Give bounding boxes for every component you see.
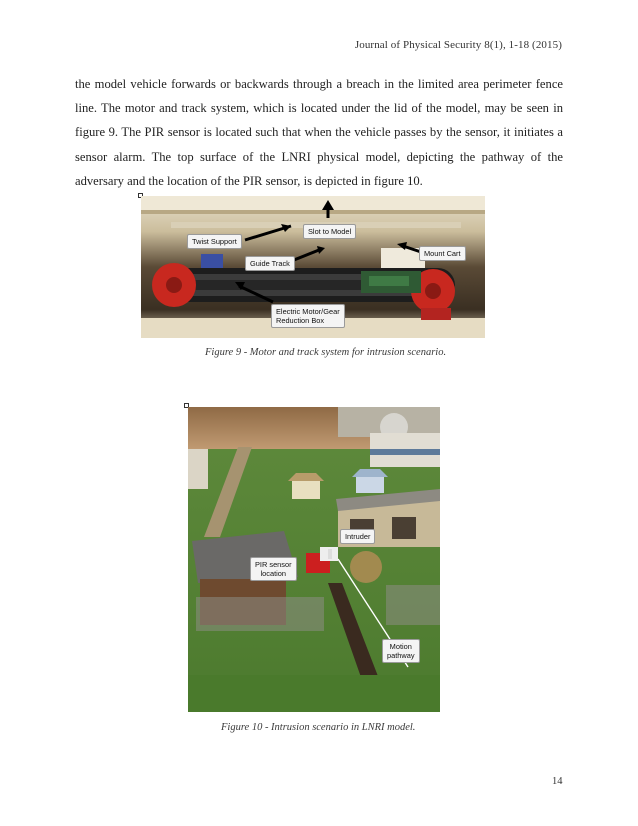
lnri-model-photo [188,407,440,712]
electric-motor-label-line1: Electric Motor/Gear [276,307,340,316]
motion-pathway-label-line1: Motion [389,642,412,651]
slot-to-model-label: Slot to Model [303,224,356,239]
twist-support-label: Twist Support [187,234,242,249]
body-paragraph: the model vehicle forwards or backwards through a breach in the limited area perimeter fence line. The motor and track system, which is located under the lid of the model, may be seen in figure 9. The PIR sensor is located such that when the vehicle passes by the sensor, it initiates a sensor alarm. The top surface of the LNRI physical model, depicting the pathway of the adversary and the location of the PIR sensor, is depicted in figure 10. [75,77,563,188]
pir-sensor-label [250,557,297,581]
electric-motor-label [271,304,345,328]
electric-motor-label-line2: Reduction Box [276,316,325,325]
figure-9-photo [141,196,485,338]
pir-sensor-label-line2: location [260,569,287,578]
running-header: Journal of Physical Security 8(1), 1-18 (2015) [354,39,562,51]
motion-pathway-label [382,639,420,663]
intruder-label: Intruder [340,529,375,544]
guide-track-label: Guide Track [245,256,295,271]
pir-sensor-label-line1: PIR sensor [255,560,292,569]
figure-9-caption: Figure 9 - Motor and track system for intrusion scenario. [205,347,447,358]
page-number: 14 [552,776,563,787]
motion-pathway-label-line2: pathway [387,651,415,660]
figure-10-caption: Figure 10 - Intrusion scenario in LNRI model. [221,722,416,733]
mount-cart-label: Mount Cart [419,246,466,261]
figure-10-photo [188,407,440,712]
